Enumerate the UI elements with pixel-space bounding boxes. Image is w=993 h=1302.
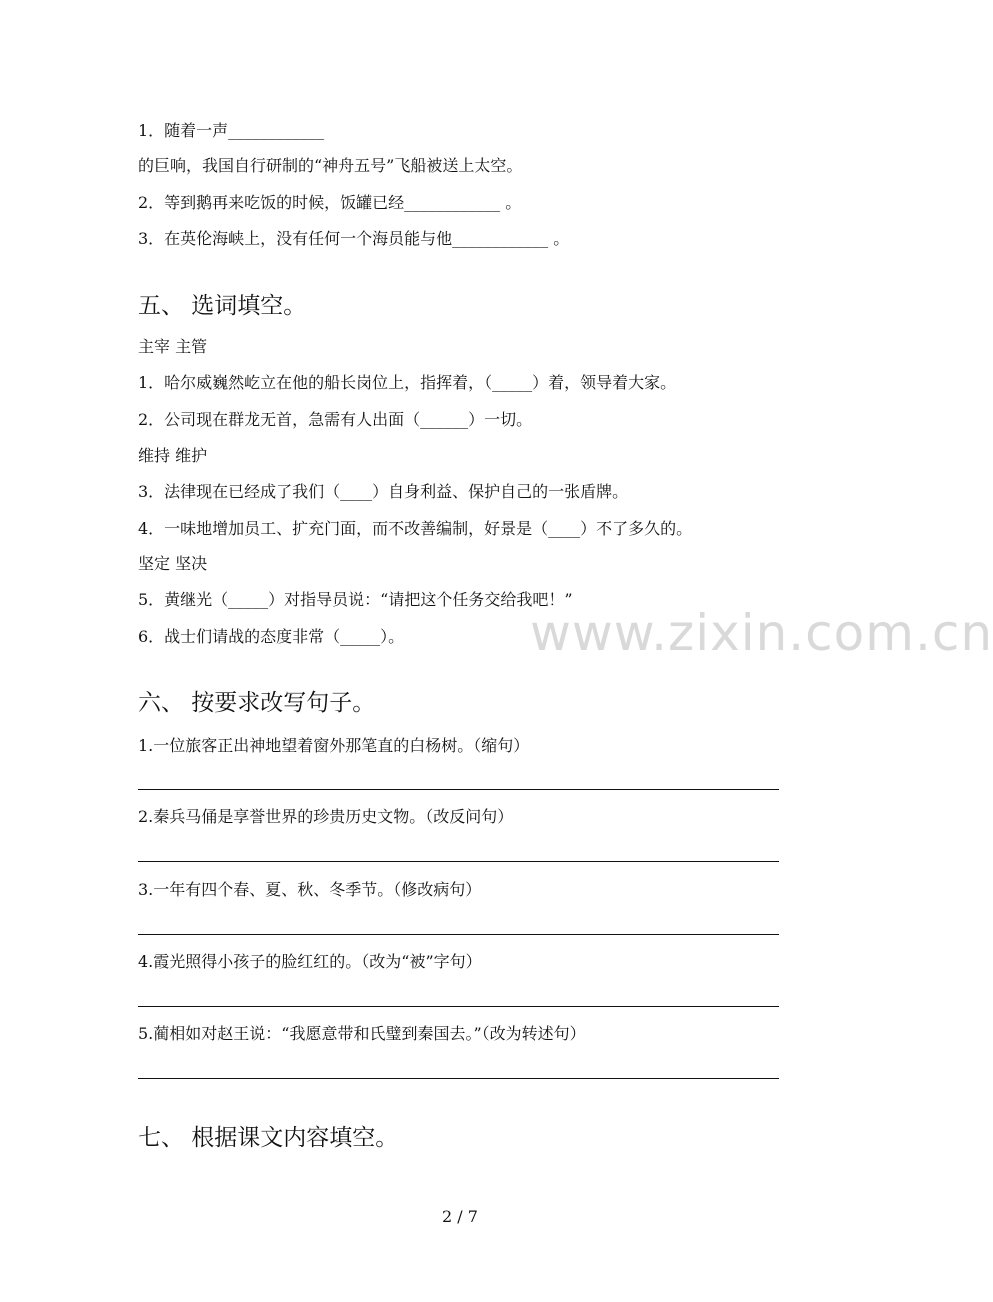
- q5-2: 2．公司现在群龙无首，急需有人出面（______）一切。: [138, 410, 533, 429]
- word-pair-1: 主宰 主管: [138, 337, 208, 356]
- watermark: www.zixin.com.cn: [530, 604, 993, 662]
- q6-4: 4.霞光照得小孩子的脸红红的。（改为“被”字句）: [138, 952, 482, 971]
- section5-title: 五、 选词填空。: [138, 293, 307, 319]
- answer-line-1[interactable]: [138, 789, 779, 790]
- q5-1: 1．哈尔威巍然屹立在他的船长岗位上，指挥着，（_____）着，领导着大家。: [138, 373, 677, 392]
- q4-1-line-b: 的巨响，我国自行研制的“神舟五号”飞船被送上太空。: [138, 156, 523, 175]
- q5-6: 6．战士们请战的态度非常（_____）。: [138, 627, 405, 646]
- q5-5: 5．黄继光（_____）对指导员说：“请把这个任务交给我吧！”: [138, 590, 573, 609]
- q6-5: 5.蔺相如对赵王说：“我愿意带和氏璧到秦国去。”（改为转述句）: [138, 1024, 586, 1043]
- word-pair-3: 坚定 坚决: [138, 554, 208, 573]
- q5-4: 4．一味地增加员工、扩充门面，而不改善编制，好景是（____）不了多久的。: [138, 519, 693, 538]
- answer-line-4[interactable]: [138, 1006, 779, 1007]
- section7-title: 七、 根据课文内容填空。: [138, 1125, 399, 1151]
- q4-2: 2．等到鹅再来吃饭的时候，饭罐已经____________ 。: [138, 193, 522, 212]
- answer-line-2[interactable]: [138, 861, 779, 862]
- q4-1-line-a: 1．随着一声____________: [138, 121, 325, 140]
- word-pair-2: 维持 维护: [138, 446, 208, 465]
- q6-1: 1.一位旅客正出神地望着窗外那笔直的白杨树。（缩句）: [138, 736, 530, 755]
- q5-3: 3．法律现在已经成了我们（____）自身利益、保护自己的一张盾牌。: [138, 482, 629, 501]
- answer-line-3[interactable]: [138, 934, 779, 935]
- q6-2: 2.秦兵马俑是享誉世界的珍贵历史文物。（改反问句）: [138, 807, 514, 826]
- section6-title: 六、 按要求改写句子。: [138, 690, 376, 716]
- q4-3: 3．在英伦海峡上，没有任何一个海员能与他____________ 。: [138, 229, 570, 248]
- q6-3: 3.一年有四个春、夏、秋、冬季节。（修改病句）: [138, 880, 482, 899]
- answer-line-5[interactable]: [138, 1078, 779, 1079]
- page-number: 2 / 7: [442, 1207, 478, 1226]
